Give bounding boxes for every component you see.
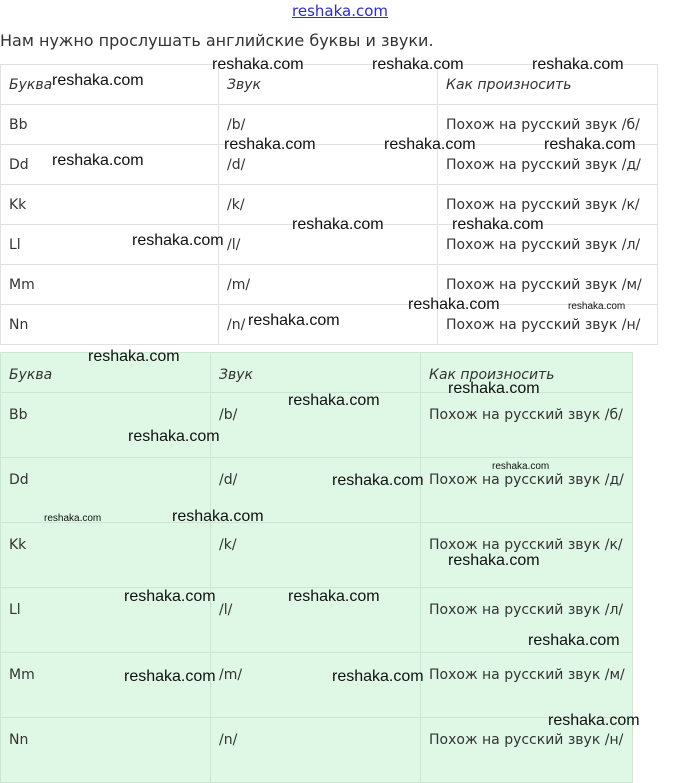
table-row (1, 265, 658, 305)
cell-how: Похож на русский звук /н/ (438, 305, 658, 345)
watermark: reshaka.com (88, 348, 180, 365)
cell-letter: Ll (1, 225, 219, 265)
watermark: reshaka.com (124, 668, 216, 685)
cell-letter: Bb (1, 393, 211, 458)
site-link[interactable]: reshaka.com (292, 2, 388, 20)
cell-letter: Nn (1, 305, 219, 345)
cell-sound: /b/ (219, 105, 438, 145)
watermark: reshaka.com (492, 461, 550, 472)
watermark: reshaka.com (548, 712, 640, 729)
cell-sound: /n/ (219, 305, 438, 345)
cell-how: Похож на русский звук /к/ (421, 523, 633, 588)
watermark: reshaka.com (372, 56, 464, 73)
cell-sound: /l/ (219, 225, 438, 265)
cell-how: Похож на русский звук /б/ (421, 393, 633, 458)
watermark: reshaka.com (452, 216, 544, 233)
watermark: reshaka.com (288, 392, 380, 409)
cell-how: Похож на русский звук /л/ (421, 588, 633, 653)
cell-sound: /k/ (211, 523, 421, 588)
watermark: reshaka.com (248, 312, 340, 329)
watermark: reshaka.com (568, 301, 626, 312)
watermark: reshaka.com (44, 513, 102, 524)
cell-how: Похож на русский звук /м/ (421, 653, 633, 718)
watermark: reshaka.com (292, 216, 384, 233)
watermark: reshaka.com (332, 668, 424, 685)
table-row (1, 718, 633, 783)
watermark: reshaka.com (448, 380, 540, 397)
watermark: reshaka.com (384, 136, 476, 153)
cell-letter: Dd (1, 145, 219, 185)
cell-how: Похож на русский звук /л/ (438, 225, 658, 265)
cell-sound: /d/ (219, 145, 438, 185)
cell-letter: Ll (1, 588, 211, 653)
intro-text: Нам нужно прослушать английские буквы и звуки. (0, 31, 434, 50)
watermark: reshaka.com (532, 56, 624, 73)
cell-letter: Nn (1, 718, 211, 783)
watermark: reshaka.com (288, 588, 380, 605)
watermark: reshaka.com (124, 588, 216, 605)
watermark: reshaka.com (408, 296, 500, 313)
cell-letter: Kk (1, 185, 219, 225)
watermark: reshaka.com (332, 472, 424, 489)
watermark: reshaka.com (52, 72, 144, 89)
cell-letter: Mm (1, 265, 219, 305)
header-letter: Буква (1, 65, 219, 105)
header-sound: Звук (219, 65, 438, 105)
watermark: reshaka.com (528, 632, 620, 649)
watermark: reshaka.com (172, 508, 264, 525)
cell-how: Похож на русский звук /б/ (438, 105, 658, 145)
cell-sound: /l/ (211, 588, 421, 653)
watermark: reshaka.com (224, 136, 316, 153)
cell-sound: /n/ (211, 718, 421, 783)
watermark: reshaka.com (52, 152, 144, 169)
cell-sound: /b/ (211, 393, 421, 458)
cell-how: Похож на русский звук /н/ (421, 718, 633, 783)
cell-how: Похож на русский звук /м/ (438, 265, 658, 305)
header-sound: Звук (211, 353, 421, 393)
cell-letter: Dd (1, 458, 211, 523)
table-row (1, 653, 633, 718)
cell-sound: /d/ (211, 458, 421, 523)
watermark: reshaka.com (128, 428, 220, 445)
cell-letter: Kk (1, 523, 211, 588)
header-how: Как произносить (421, 353, 633, 393)
cell-sound: /m/ (219, 265, 438, 305)
cell-letter: Bb (1, 105, 219, 145)
cell-how: Похож на русский звук /д/ (421, 458, 633, 523)
header-how: Как произносить (438, 65, 658, 105)
cell-sound: /m/ (211, 653, 421, 718)
watermark: reshaka.com (132, 232, 224, 249)
header-letter: Буква (1, 353, 211, 393)
watermark: reshaka.com (212, 56, 304, 73)
watermark: reshaka.com (448, 552, 540, 569)
cell-letter: Mm (1, 653, 211, 718)
cell-sound: /k/ (219, 185, 438, 225)
letters-table-1 (0, 64, 658, 345)
cell-how: Похож на русский звук /к/ (438, 185, 658, 225)
cell-how: Похож на русский звук /д/ (438, 145, 658, 185)
watermark: reshaka.com (544, 136, 636, 153)
